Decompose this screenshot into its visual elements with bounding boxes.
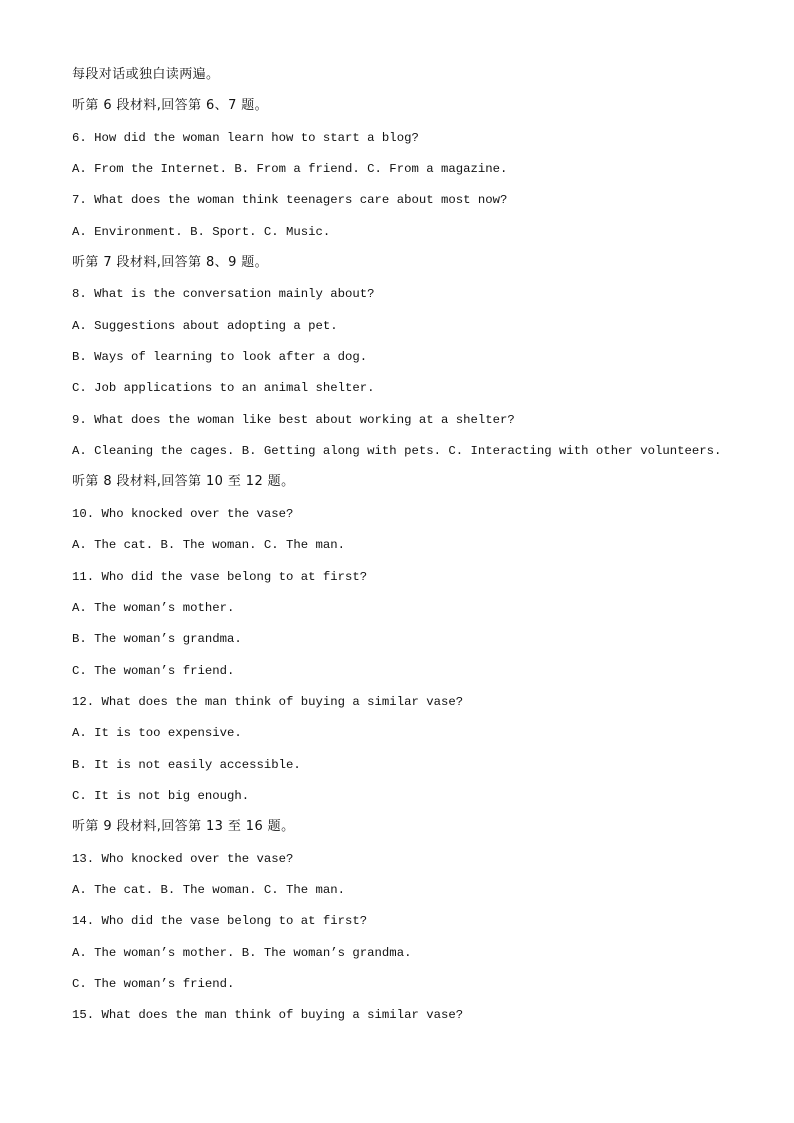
option-8a: A. Suggestions about adopting a pet.: [72, 318, 338, 333]
option-12b: B. It is not easily accessible.: [72, 757, 301, 772]
options-6: A. From the Internet. B. From a friend. C. From a magazine.: [72, 162, 508, 177]
document-page: [72, 64, 752, 1036]
option-14c: C. The woman’s friend.: [72, 976, 235, 991]
question-8: 8. What is the conversation mainly about?: [72, 287, 375, 302]
options-10: A. The cat. B. The woman. C. The man.: [72, 538, 346, 553]
section-heading: 听第 8 段材料,回答第 10 至 12 题。: [72, 474, 295, 490]
question-15: 15. What does the man think of buying a similar vase?: [72, 1008, 464, 1023]
option-8c: C. Job applications to an animal shelter.: [72, 381, 375, 396]
section-heading: 听第 7 段材料,回答第 8、9 题。: [72, 255, 269, 271]
question-11: 11. Who did the vase belong to at first?: [72, 569, 368, 584]
options-9: A. Cleaning the cages. B. Getting along with pets. C. Interacting with other volunteers.: [72, 444, 722, 459]
section-heading: 听第 6 段材料,回答第 6、7 题。: [72, 98, 269, 114]
section-heading: 听第 9 段材料,回答第 13 至 16 题。: [72, 819, 295, 835]
options-13: A. The cat. B. The woman. C. The man.: [72, 882, 346, 897]
option-11c: C. The woman’s friend.: [72, 663, 235, 678]
option-11a: A. The woman’s mother.: [72, 600, 235, 615]
question-13: 13. Who knocked over the vase?: [72, 851, 294, 866]
option-11b: B. The woman’s grandma.: [72, 632, 242, 647]
instruction-line: 每段对话或独白读两遍。: [72, 67, 220, 82]
option-12a: A. It is too expensive.: [72, 726, 242, 741]
option-12c: C. It is not big enough.: [72, 788, 250, 803]
question-9: 9. What does the woman like best about working at a shelter?: [72, 412, 515, 427]
question-10: 10. Who knocked over the vase?: [72, 506, 294, 521]
question-14: 14. Who did the vase belong to at first?: [72, 914, 368, 929]
question-12: 12. What does the man think of buying a similar vase?: [72, 694, 464, 709]
options-14-ab: A. The woman’s mother. B. The woman’s grandma.: [72, 945, 412, 960]
question-7: 7. What does the woman think teenagers care about most now?: [72, 193, 508, 208]
option-8b: B. Ways of learning to look after a dog.: [72, 350, 368, 365]
options-7: A. Environment. B. Sport. C. Music.: [72, 224, 331, 239]
question-6: 6. How did the woman learn how to start a blog?: [72, 130, 419, 145]
